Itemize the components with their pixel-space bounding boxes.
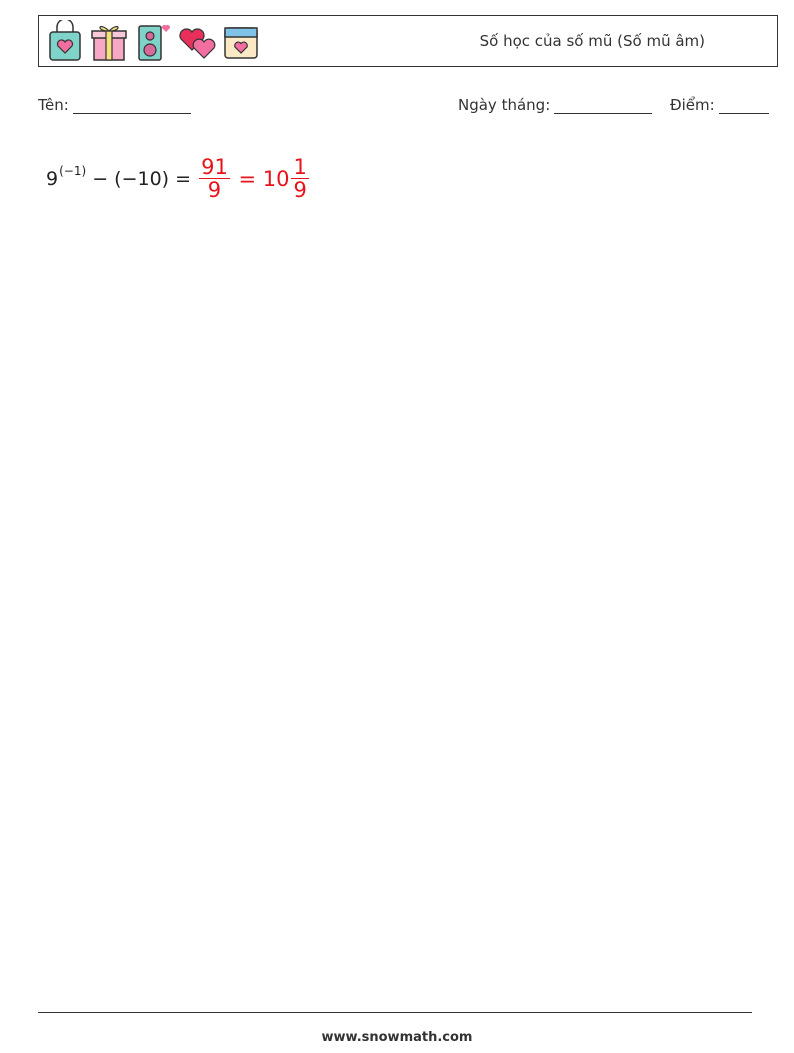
problem-exponent: (−1)	[59, 163, 87, 178]
problem-base: 9	[46, 167, 59, 190]
speaker-hearts-icon	[133, 20, 173, 62]
score-label: Điểm:	[670, 96, 715, 114]
name-field	[38, 96, 191, 114]
header-icons	[45, 20, 261, 62]
problem-1	[46, 156, 311, 201]
footer-divider	[38, 1012, 752, 1013]
footer-url: www.snowmath.com	[321, 1030, 473, 1045]
answer-mixed-whole: = 10	[231, 166, 290, 191]
problem-operation: − (−10) =	[86, 167, 198, 190]
answer-mixed-fraction	[291, 156, 308, 201]
gift-box-icon	[89, 20, 129, 62]
worksheet-title: Số học của số mũ (Số mũ âm)	[479, 32, 705, 50]
name-blank[interactable]	[73, 98, 191, 114]
score-blank[interactable]	[719, 98, 769, 114]
denominator: 9	[207, 178, 222, 203]
numerator: 91	[201, 155, 228, 179]
numerator: 1	[293, 155, 307, 179]
score-field	[670, 96, 769, 114]
two-hearts-icon	[177, 20, 217, 62]
denominator: 9	[293, 178, 307, 203]
name-label: Tên:	[38, 96, 69, 114]
date-blank[interactable]	[554, 98, 652, 114]
date-field	[458, 96, 652, 114]
worksheet-header	[38, 15, 778, 67]
calendar-heart-icon	[221, 20, 261, 62]
date-label: Ngày tháng:	[458, 96, 551, 114]
answer-fraction	[199, 156, 230, 201]
shopping-bag-heart-icon	[45, 20, 85, 62]
